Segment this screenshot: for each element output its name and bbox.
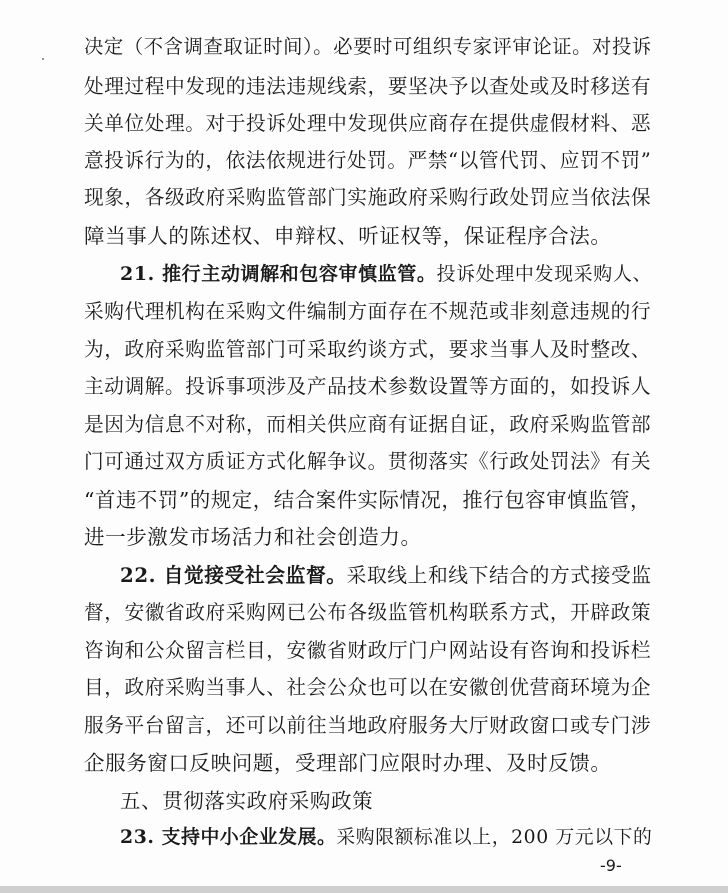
item-21-first-line [120, 259, 654, 289]
page-number: -9- [600, 856, 622, 875]
scan-edge [0, 886, 728, 893]
text-line: 现象，各级政府采购监管部门实施政府采购行政处罚应当依法保 [84, 186, 652, 209]
text-line: 意投诉行为的，依法依规进行处罚。严禁“以管代罚、应罚不罚” [84, 149, 652, 172]
text-line: 决定（不含调查取证时间）。必要时可组织专家评审论证。对投诉 [84, 35, 652, 58]
item-23-first-line [120, 822, 654, 853]
text-line: 咨询和公众留言栏目，安徽省财政厅门户网站设有咨询和投诉栏 [84, 639, 652, 662]
text-line: 督，安徽省政府采购网已公布各级监管机构联系方式，开辟政策 [84, 601, 652, 624]
text-line: 进一步激发市场活力和社会创造力。 [84, 525, 422, 549]
item-21-heading: 21. 推行主动调解和包容审慎监管。 [120, 263, 437, 285]
text-line: 服务平台留言，还可以前往当地政府服务大厅财政窗口或专门涉 [84, 714, 652, 737]
item-22-text: 采取线上和线下结合的方式接受监 [346, 564, 652, 587]
text-line: 目，政府采购当事人、社会公众也可以在安徽创优营商环境为企 [84, 676, 652, 699]
item-22-first-line [120, 560, 654, 591]
item-23-text: 采购限额标准以上，200 万元以下的 [336, 827, 653, 848]
section-heading: 五、贯彻落实政府采购政策 [120, 789, 374, 813]
text-line: “首违不罚”的规定，结合案件实际情况，推行包容审慎监管， [84, 488, 651, 512]
text-line: 关单位处理。对于投诉处理中发现供应商存在提供虚假材料、恶 [84, 112, 652, 135]
text-line: 障当事人的陈述权、申辩权、听证权等，保证程序合法。 [84, 224, 612, 248]
item-22-heading: 22. 自觉接受社会监督。 [120, 563, 347, 587]
item-21-text: 投诉处理中发现采购人、 [436, 263, 653, 285]
scan-speck [42, 58, 44, 60]
text-line: 是因为信息不对称，而相关供应商有证据自证，政府采购监管部 [84, 413, 652, 436]
text-line: 企服务窗口反映问题，受理部门应限时办理、及时反馈。 [84, 751, 612, 775]
text-line: 采购代理机构在采购文件编制方面存在不规范或非刻意违规的行 [84, 300, 652, 323]
text-line: 主动调解。投诉事项涉及产品技术参数设置等方面的，如投诉人 [84, 375, 652, 398]
text-line: 门可通过双方质证方式化解争议。贯彻落实《行政处罚法》有关 [84, 450, 652, 473]
text-line: 处理过程中发现的违法违规线索，要坚决予以查处或及时移送有 [84, 75, 652, 98]
item-23-heading: 23. 支持中小企业发展。 [120, 826, 337, 848]
text-line: 为，政府采购监管部门可采取约谈方式，要求当事人及时整改、 [84, 338, 652, 361]
